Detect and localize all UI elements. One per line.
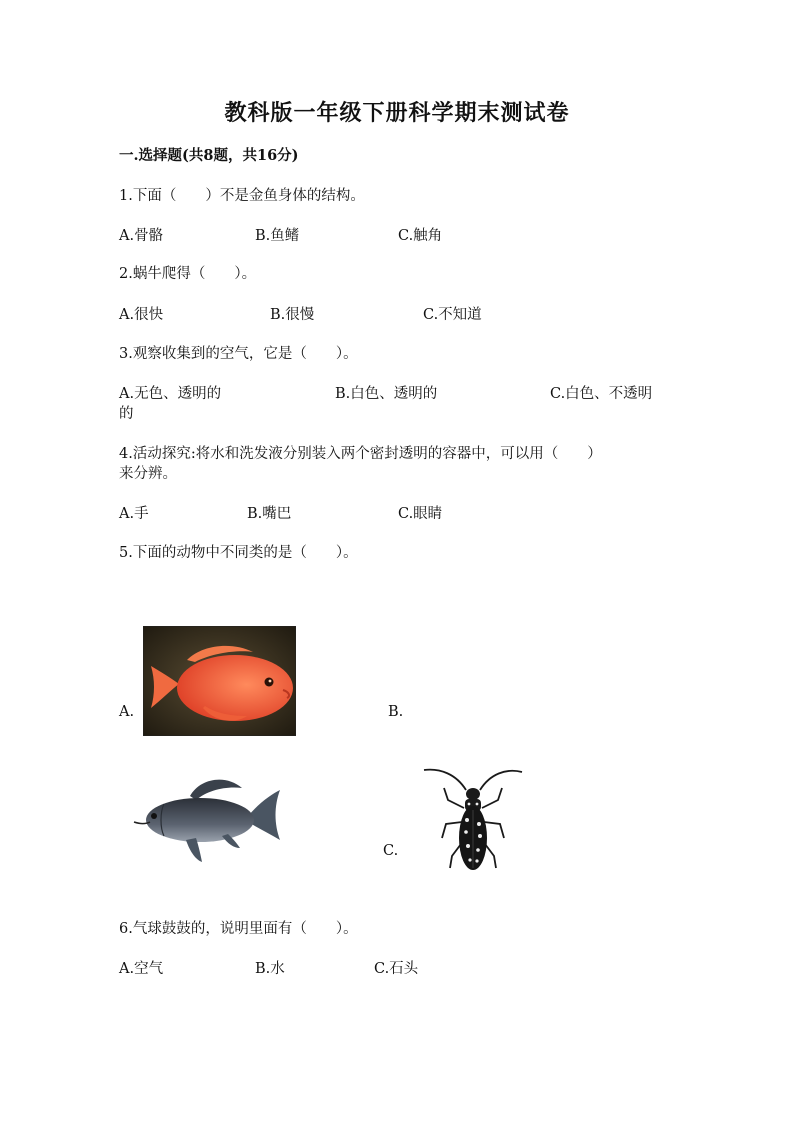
question-5-stem: 5.下面的动物中不同类的是（ ）。 xyxy=(119,545,358,561)
q5-option-c: C. xyxy=(383,843,399,859)
q1-option-b: B.鱼鳍 xyxy=(255,228,300,244)
q4-option-c: C.眼睛 xyxy=(398,506,443,522)
q4-option-b: B.嘴巴 xyxy=(247,506,292,522)
question-1-stem: 1.下面（ ）不是金鱼身体的结构。 xyxy=(119,188,365,204)
q3-option-a-wrap: 的 xyxy=(119,406,134,422)
question-2-stem: 2.蜗牛爬得（ ）。 xyxy=(119,266,257,282)
question-3-stem: 3.观察收集到的空气，它是（ ）。 xyxy=(119,346,358,362)
question-4-stem-line1: 4.活动探究:将水和洗发液分别装入两个密封透明的容器中，可以用（ ） xyxy=(119,446,602,462)
question-6-stem: 6.气球鼓鼓的，说明里面有（ ）。 xyxy=(119,921,358,937)
q6-option-a: A.空气 xyxy=(119,961,164,977)
q4-option-a: A.手 xyxy=(119,506,149,522)
red-parrot-fish-icon xyxy=(143,626,296,736)
page-title: 教科版一年级下册科学期末测试卷 xyxy=(224,100,570,126)
question-4-stem-line2: 来分辨。 xyxy=(119,466,177,482)
q6-option-b: B.水 xyxy=(255,961,285,977)
q1-option-a: A.骨骼 xyxy=(119,228,164,244)
q3-option-a: A.无色、透明的 xyxy=(119,386,222,402)
q2-option-b: B.很慢 xyxy=(270,307,315,323)
q3-option-b: B.白色、透明的 xyxy=(335,386,438,402)
q6-option-c: C.石头 xyxy=(374,961,419,977)
section-heading: 一.选择题(共8题，共16分) xyxy=(119,147,299,164)
q2-option-c: C.不知道 xyxy=(423,307,482,323)
q5-option-b: B. xyxy=(388,704,404,720)
q3-option-c: C.白色、不透明 xyxy=(550,386,653,402)
q5-option-a: A. xyxy=(119,704,135,720)
longhorn-beetle-icon xyxy=(420,764,526,876)
q1-option-c: C.触角 xyxy=(398,228,443,244)
q2-option-a: A.很快 xyxy=(119,307,164,323)
carp-fish-icon xyxy=(130,772,282,864)
